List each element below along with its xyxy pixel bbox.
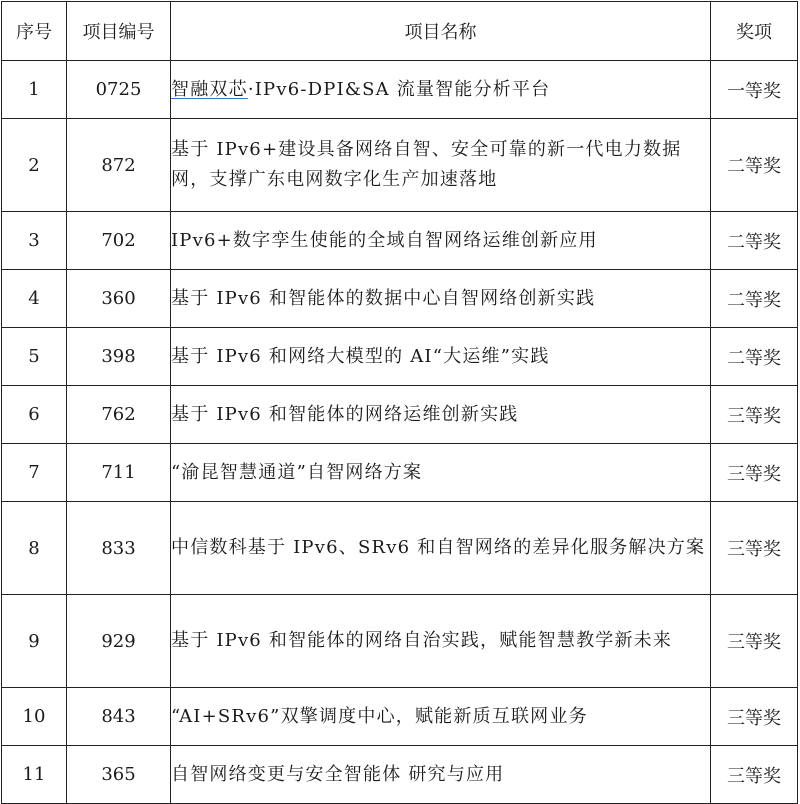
row-project-name: 中信数科基于 IPv6、SRv6 和自智网络的差异化服务解决方案	[171, 502, 711, 595]
table-row	[2, 386, 798, 444]
row-award: 二等奖	[711, 212, 798, 270]
table-row	[2, 328, 798, 386]
row-project-number: 398	[67, 328, 171, 386]
row-project-name: 基于 IPv6 和智能体的网络运维创新实践	[171, 386, 711, 444]
row-project-number: 365	[67, 746, 171, 804]
table-row	[2, 688, 798, 746]
row-seq: 3	[2, 212, 67, 270]
row-seq: 11	[2, 746, 67, 804]
row-project-number: 702	[67, 212, 171, 270]
row-seq: 2	[2, 119, 67, 212]
row-award: 一等奖	[711, 61, 798, 119]
table-row	[2, 119, 798, 212]
row-seq: 8	[2, 502, 67, 595]
row-project-name: 基于 IPv6 和智能体的数据中心自智网络创新实践	[171, 270, 711, 328]
table-row	[2, 270, 798, 328]
row-project-name: 基于 IPv6 和智能体的网络自治实践，赋能智慧教学新未来	[171, 595, 711, 688]
row-project-name: “渝昆智慧通道”自智网络方案	[171, 444, 711, 502]
row-award: 三等奖	[711, 502, 798, 595]
row-seq: 1	[2, 61, 67, 119]
row-project-name: 自智网络变更与安全智能体 研究与应用	[171, 746, 711, 804]
row-project-name: 基于 IPv6+建设具备网络自智、安全可靠的新一代电力数据网，支撑广东电网数字化生产加速落地	[171, 119, 711, 212]
header-project-name: 项目名称	[171, 2, 711, 61]
table-row	[2, 595, 798, 688]
row-award: 三等奖	[711, 595, 798, 688]
row-project-name: “AI+SRv6”双擎调度中心，赋能新质互联网业务	[171, 688, 711, 746]
award-table	[1, 1, 798, 804]
table-row	[2, 746, 798, 804]
header-seq: 序号	[2, 2, 67, 61]
header-award: 奖项	[711, 2, 798, 61]
row-project-number: 0725	[67, 61, 171, 119]
header-project-number: 项目编号	[67, 2, 171, 61]
row-award: 三等奖	[711, 386, 798, 444]
row-project-number: 929	[67, 595, 171, 688]
row-award: 二等奖	[711, 119, 798, 212]
table-row	[2, 444, 798, 502]
row-project-number: 872	[67, 119, 171, 212]
table-row	[2, 212, 798, 270]
row-project-name: 基于 IPv6 和网络大模型的 AI“大运维”实践	[171, 328, 711, 386]
row-project-name-underlined: 智融双芯	[171, 78, 248, 100]
row-seq: 6	[2, 386, 67, 444]
table-row	[2, 61, 798, 119]
row-seq: 5	[2, 328, 67, 386]
row-award: 二等奖	[711, 270, 798, 328]
row-project-number: 360	[67, 270, 171, 328]
table-row	[2, 502, 798, 595]
row-seq: 4	[2, 270, 67, 328]
row-award: 三等奖	[711, 688, 798, 746]
row-seq: 7	[2, 444, 67, 502]
row-seq: 10	[2, 688, 67, 746]
row-project-name-rest: ·IPv6-DPI&SA 流量智能分析平台	[247, 78, 551, 100]
row-project-number: 833	[67, 502, 171, 595]
row-project-number: 711	[67, 444, 171, 502]
row-seq: 9	[2, 595, 67, 688]
row-award: 三等奖	[711, 444, 798, 502]
header-row	[2, 2, 798, 61]
row-award: 三等奖	[711, 746, 798, 804]
row-award: 二等奖	[711, 328, 798, 386]
row-project-number: 843	[67, 688, 171, 746]
row-project-name	[171, 61, 711, 119]
row-project-name: IPv6+数字孪生使能的全域自智网络运维创新应用	[171, 212, 711, 270]
row-project-number: 762	[67, 386, 171, 444]
